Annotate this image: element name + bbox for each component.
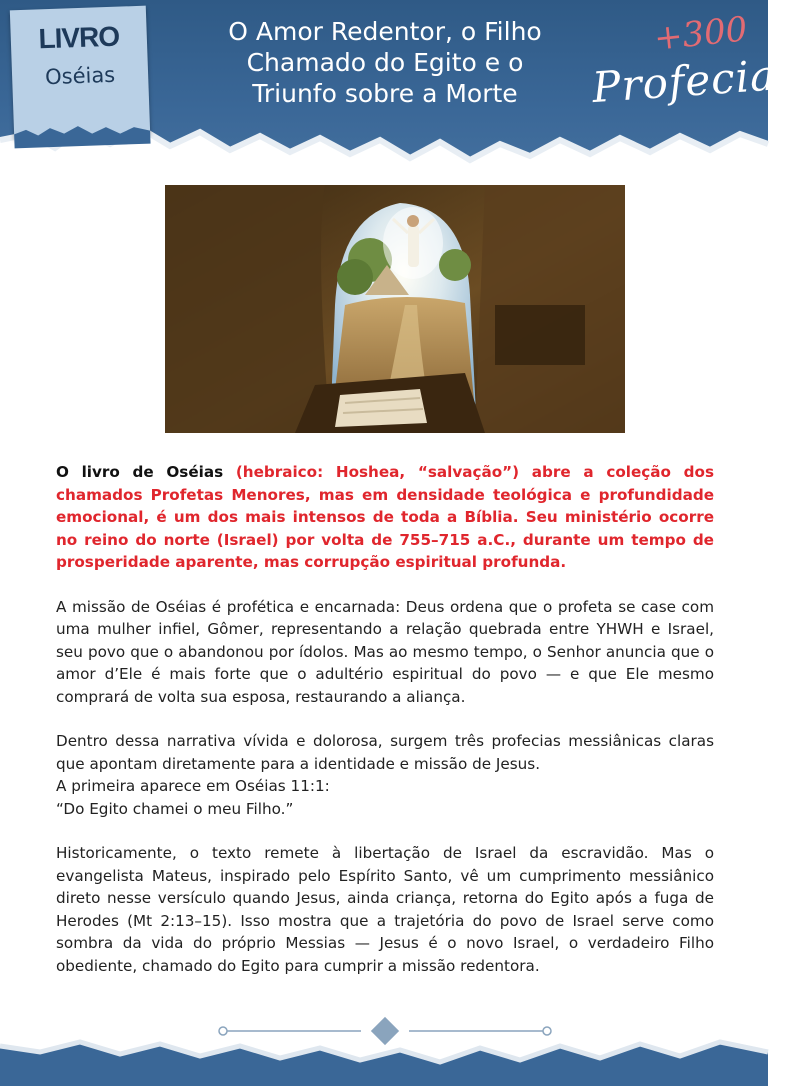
main-content xyxy=(56,461,714,999)
paragraph-mission: A missão de Oséias é profética e encarnada: Deus ordena que o profeta se case com uma mulher infiel, Gômer, representando a relação quebrada entre YHWH e Israel, seu povo que o abandonou por ídolos. Mas ao mesmo tempo, o Senhor anuncia que o amor d’Ele é mais forte que o adultério espiritual do povo — e que Ele mesmo comprará de volta sua esposa, restaurando a aliança. xyxy=(56,597,714,706)
ornament-divider xyxy=(215,1019,555,1043)
paragraph-prophecies xyxy=(56,730,714,820)
page-header xyxy=(0,0,800,190)
book-label-box xyxy=(10,6,150,139)
intro-paragraph xyxy=(56,461,714,574)
paragraph-history: Historicamente, o texto remete à libertação de Israel da escravidão. Mas o evangelista Mateus, inspirado pelo Espírito Santo, vê um cumprimento messiânico direto nesse versículo quando Jesus, ainda criança, retorna do Egito após a fuga de Herodes (Mt 2:13–15). Isso mostra que a trajetória do povo de Israel serve como sombra da vida do próprio Messias — Jesus é o novo Israel, o verdadeiro Filho obediente, chamado do Egito para cumprir a missão redentora. xyxy=(56,844,714,975)
paragraph-prophecies-first: A primeira aparece em Oséias 11:1: xyxy=(56,777,330,795)
title-line-1: O Amor Redentor, o Filho xyxy=(228,17,542,46)
brand-count: +300 xyxy=(652,9,750,59)
book-label: LIVRO xyxy=(37,20,120,55)
intro-highlight: (hebraico: Hoshea, “salvação”) abre a coleção dos chamados Profetas Menores, mas em densidade teológica e profundidade emocional, é um dos mais intensos de toda a Bíblia. Seu ministério ocorre no reino do norte (Israel) por volta de 755–715 a.C., durante um tempo de prosperidade aparente, mas corrupção espiritual profunda. xyxy=(56,463,714,571)
paragraph-prophecies-text: Dentro dessa narrativa vívida e dolorosa, surgem três profecias messiânicas claras que apontam diretamente para a identidade e missão de Jesus. xyxy=(56,732,714,773)
title-line-3: Triunfo sobre a Morte xyxy=(252,79,518,108)
intro-lead: O livro de Oséias xyxy=(56,463,224,481)
page-title xyxy=(180,16,590,109)
book-name: Oséias xyxy=(44,62,116,90)
brand-word: Profecias xyxy=(590,48,800,113)
brand-logo xyxy=(590,9,800,124)
title-line-2: Chamado do Egito e o xyxy=(246,48,524,77)
scripture-quote: “Do Egito chamei o meu Filho.” xyxy=(56,799,294,818)
resurrection-tomb-image xyxy=(165,185,625,433)
